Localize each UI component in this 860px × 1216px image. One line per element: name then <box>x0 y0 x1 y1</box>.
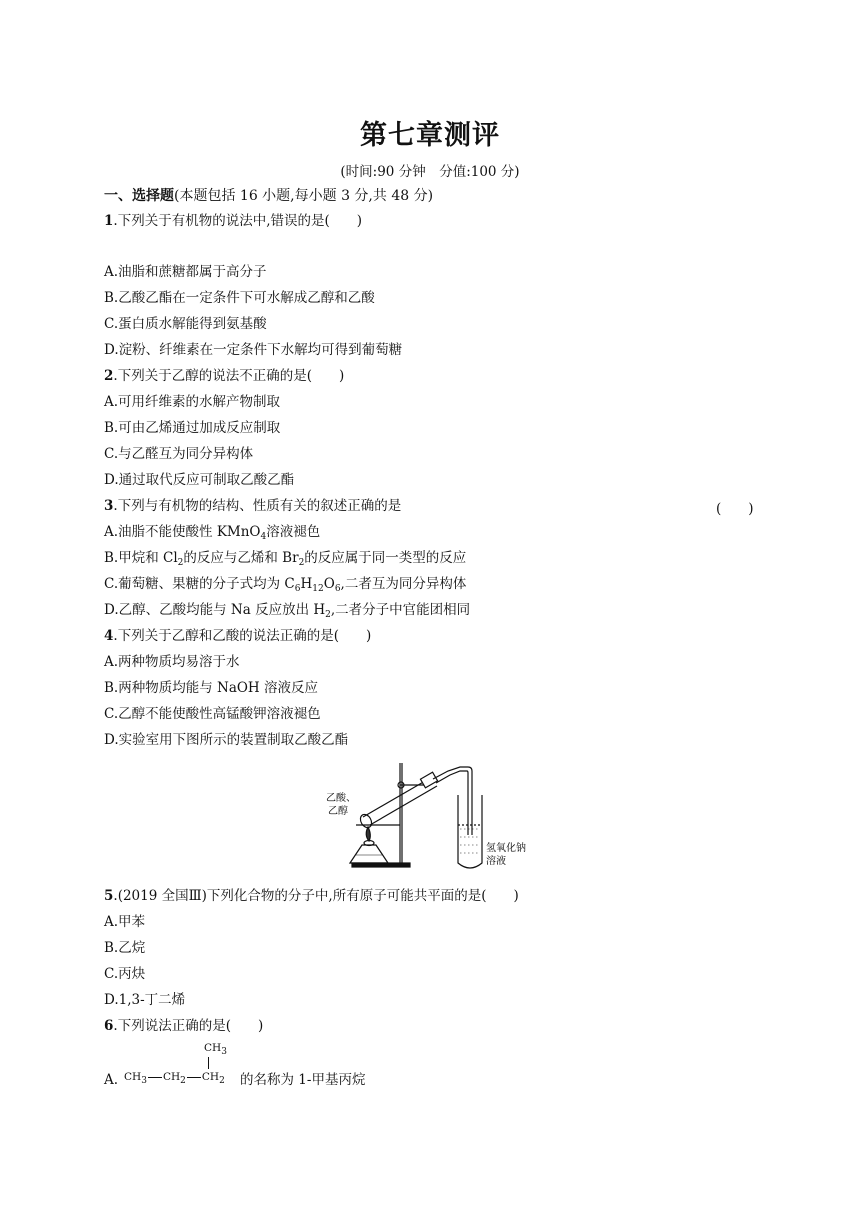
question-5-option-b: B.乙烷 <box>104 940 146 956</box>
question-2-option-d: D.通过取代反应可制取乙酸乙酯 <box>104 472 295 488</box>
question-2-option-a: A.可用纤维素的水解产物制取 <box>104 394 281 410</box>
question-5-option-c: C.丙炔 <box>104 966 146 982</box>
question-4-text: .下列关于乙醇和乙酸的说法正确的是( ) <box>113 628 372 644</box>
question-3-number: 3 <box>104 498 114 514</box>
question-3-stem <box>104 497 401 515</box>
question-3-option-c: C.葡萄糖、果糖的分子式均为 $C_6H_{12}O_6$,二者互为同分异构体 <box>104 576 467 594</box>
question-6-number: 6 <box>104 1018 114 1034</box>
question-2-number: 2 <box>104 368 114 384</box>
structural-formula-chain: $CH_3$ $CH_2$ $CH_2$ <box>124 1071 225 1086</box>
question-1-option-b: B.乙酸乙酯在一定条件下可水解成乙醇和乙酸 <box>104 290 375 306</box>
question-4-number: 4 <box>104 628 114 644</box>
question-1-number: 1 <box>104 213 114 229</box>
question-2-text: .下列关于乙醇的说法不正确的是( ) <box>113 368 345 384</box>
figure-label-reagents: 乙酸、 <box>326 793 356 804</box>
question-2-option-b: B.可由乙烯通过加成反应制取 <box>104 420 281 436</box>
section-heading <box>104 187 433 205</box>
figure-label-reagents-2: 乙醇 <box>328 806 348 817</box>
question-4-option-d: D.实验室用下图所示的装置制取乙酸乙酯 <box>104 732 349 748</box>
structural-formula-branch: $CH_3$ <box>204 1042 227 1057</box>
question-1-option-a: A.油脂和蔗糖都属于高分子 <box>104 264 267 280</box>
esterification-apparatus-diagram <box>320 755 550 875</box>
question-3-text: .下列与有机物的结构、性质有关的叙述正确的是 <box>113 498 402 514</box>
figure-label-naoh-2: 溶液 <box>486 856 506 867</box>
question-1-stem <box>104 212 362 230</box>
question-5-stem <box>104 887 519 905</box>
section-heading-label: 一、选择题 <box>104 188 174 204</box>
question-6-text: .下列说法正确的是( ) <box>113 1018 264 1034</box>
question-3-option-d: D.乙醇、乙酸均能与 Na 反应放出 $H_2$,二者分子中官能团相同 <box>104 602 471 620</box>
question-4-stem <box>104 627 371 645</box>
structural-formula-bond-vertical <box>208 1057 209 1069</box>
question-6-option-a-label: A. <box>104 1072 119 1088</box>
question-4-option-c: C.乙醇不能使酸性高锰酸钾溶液褪色 <box>104 706 321 722</box>
figure-label-naoh: 氢氧化钠 <box>486 843 526 854</box>
question-5-option-d: D.1,3-丁二烯 <box>104 992 186 1008</box>
exam-info: (时间:90 分钟 分值:100 分) <box>340 164 520 180</box>
section-note: (本题包括 16 小题,每小题 3 分,共 48 分) <box>174 188 434 204</box>
question-1-option-d: D.淀粉、纤维素在一定条件下水解均可得到葡萄糖 <box>104 342 403 358</box>
question-4-option-b: B.两种物质均能与 NaOH 溶液反应 <box>104 680 318 696</box>
question-6-option-a-text: 的名称为 1-甲基丙烷 <box>240 1072 366 1088</box>
question-5-text: .(2019 全国Ⅲ)下列化合物的分子中,所有原子可能共平面的是( ) <box>113 888 519 904</box>
question-3-option-b: B.甲烷和 $Cl_2$的反应与乙烯和 $Br_2$的反应属于同一类型的反应 <box>104 550 467 568</box>
page-title: 第七章测评 <box>360 120 500 151</box>
question-1-option-c: C.蛋白质水解能得到氨基酸 <box>104 316 267 332</box>
question-3-answer-blank: ( ) <box>716 501 754 517</box>
question-3-option-a: A.油脂不能使酸性 KMnO$_4$溶液褪色 <box>104 524 321 542</box>
question-5-number: 5 <box>104 888 114 904</box>
question-6-stem <box>104 1017 263 1035</box>
question-2-option-c: C.与乙醛互为同分异构体 <box>104 446 254 462</box>
question-1-text: .下列关于有机物的说法中,错误的是( ) <box>113 213 363 229</box>
question-5-option-a: A.甲苯 <box>104 914 146 930</box>
question-2-stem <box>104 367 344 385</box>
question-4-option-a: A.两种物质均易溶于水 <box>104 654 240 670</box>
